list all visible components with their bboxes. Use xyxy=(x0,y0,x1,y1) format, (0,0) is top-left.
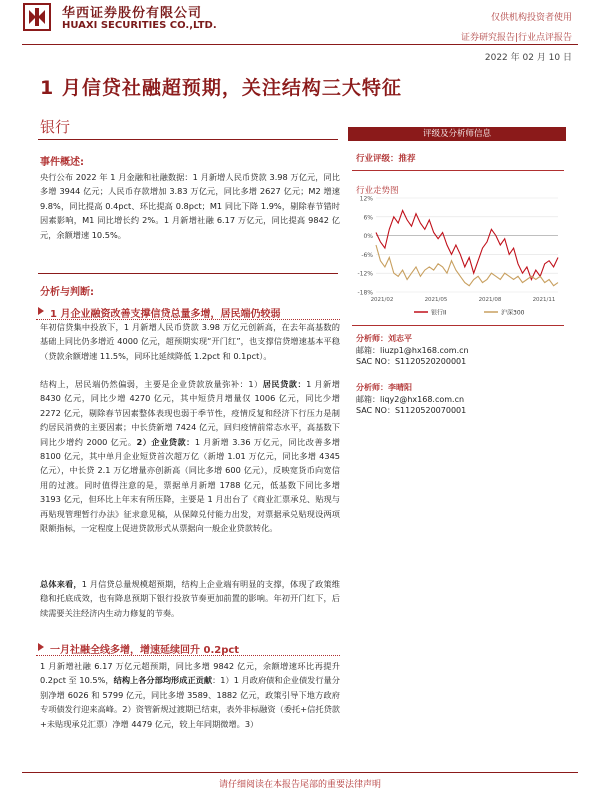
analyst-2-sac: SAC NO：S1120520070001 xyxy=(356,406,467,415)
p2-household-label: 居民贷款： xyxy=(262,379,307,389)
analysis-paragraph-3 xyxy=(40,577,340,620)
p3-lead: 总体来看， xyxy=(40,579,82,589)
y-tick-label: -6% xyxy=(361,251,373,259)
subsection-title-2: 一月社融全线多增，增速延续回升 0.2pct xyxy=(50,645,240,656)
series-line-0 xyxy=(376,211,558,280)
company-name-cn: 华西证券股份有限公司 xyxy=(62,6,203,21)
report-type: 证券研究报告|行业点评报告 xyxy=(460,33,572,43)
report-date: 2022 年 02 月 10 日 xyxy=(484,53,572,63)
sidebar-divider-2 xyxy=(352,325,564,326)
sector-divider xyxy=(38,139,338,140)
p4-emphasis: 结构上各分部均形成正贡献 xyxy=(113,675,213,686)
industry-rating: 行业评级：推荐 xyxy=(356,154,416,164)
audience-note: 仅供机构投资者使用 xyxy=(490,13,572,23)
industry-trend-chart xyxy=(352,192,564,322)
triangle-bullet-icon xyxy=(38,307,44,315)
p4-text-c: ：1）1 月政府债和企业债发行量分别净增 6026 和 5799 亿元，同比多增 3589、1882 亿元，政策引导下地方政府专项债发行迎来高峰。2）资管新规过渡期已结束，表外非标融资（委托+信托贷款+未贴现承兑汇票）净增 4479 亿元，较上年同期微增。3） xyxy=(40,675,340,729)
x-tick-label: 2021/02 xyxy=(370,297,394,303)
legend-label-0: 银行II xyxy=(431,309,447,317)
sidebar-panel xyxy=(348,127,566,137)
x-tick-label: 2021/05 xyxy=(424,297,448,303)
subsection-heading-1 xyxy=(36,305,340,320)
analyst-1-block xyxy=(356,333,469,368)
legal-notice: 请仔细阅读在本报告尾部的重要法律声明 xyxy=(218,780,381,790)
events-heading: 事件概述: xyxy=(40,157,84,168)
p3-text: 1 月信贷总量规模超预期，结构上企业端有明显的支撑，体现了政策维稳和托底成效，也有降息预期下银行投放节奏更加前置的影响。年初开门红下，后续需要关注经济内生动力修复的节奏。 xyxy=(40,579,340,618)
analysis-heading: 分析与判断: xyxy=(40,287,94,298)
series-line-1 xyxy=(376,245,558,286)
y-tick-label: 6% xyxy=(363,214,373,222)
p2-household-text: 1 月新增 8430 亿元，同比少增 4270 亿元，其中短贷月增量仅 1006 亿元，同比少增 2272 亿元，剔除春节因素整体表现也弱于季节性，疫情反复和经济下行压力是制约居民消费的主要因素；中长贷新增 7424 亿元，回归疫情前常态水平，高基数下同比少增约 2000 亿元。 xyxy=(40,379,340,447)
company-logo xyxy=(22,2,52,32)
events-body: 央行公布 2022 年 1 月金融和社融数据：1 月新增人民币贷款 3.98 万亿元，同比多增 3944 亿元；人民币存款增加 3.83 万亿元，同比多增 2627 亿元；M2 增速 9.8%，同比提高 0.4pct、环比提高 0.8pct；M1 同比下降 1.9%，剔除春节错时因素影响，M1 同比增长约 2%。1 月新增社融 6.17 万亿元，同比提高 9842 亿元，余额增速 10.5%。 xyxy=(40,172,340,240)
p4-text-a: 1 月新增社融 6.17 万亿元超预期，同比多增 9842 亿元，余额增速环比再提升 0.2pct 至 10.5%， xyxy=(40,661,340,686)
p2-intro: 结构上，居民端仍然偏弱，主要是企业贷款放量弥补：1） xyxy=(40,379,263,389)
analysis-paragraph-2 xyxy=(40,377,340,535)
sidebar-header: 评级及分析师信息 xyxy=(348,127,566,141)
p2-corporate-label: 2）企业贷款： xyxy=(136,436,195,447)
industry-trend-label: 行业走势图 xyxy=(356,186,399,196)
sidebar-divider-1 xyxy=(352,170,564,171)
x-tick-label: 2021/11 xyxy=(532,297,556,303)
subsection-title-1: 1 月企业融资改善支撑信贷总量多增，居民端仍较弱 xyxy=(50,309,281,320)
y-tick-label: 12% xyxy=(359,195,373,203)
triangle-bullet-icon xyxy=(38,643,44,651)
company-name-en: HUAXI SECURITIES CO.,LTD. xyxy=(62,20,217,31)
x-tick-label: 2021/08 xyxy=(478,297,502,303)
analyst-2-name: 分析师：李晴阳 xyxy=(356,383,412,392)
analysis-divider xyxy=(38,273,338,274)
analyst-1-sac: SAC NO：S1120520200001 xyxy=(356,357,467,366)
analysis-paragraph-1: 年初信贷集中投放下，1 月新增人民币贷款 3.98 万亿元创新高，在去年高基数的基础上同比仍多增近 4000 亿元，超预期实现“开门红”，也支撑信贷增速基本平稳（贷款余额增速 11.5%，同环比延续降低 1.2pct 和 0.1pct）。 xyxy=(40,322,340,361)
y-tick-label: 0% xyxy=(363,233,373,241)
p2-corporate-text: 1 月新增 3.36 万亿元，同比改善多增 8100 亿元，其中单月企业短贷首次超万亿（新增 1.01 万亿元，同比多增 4345 亿元），中长贷 2.1 万亿增量亦创新高（同比多增 600 亿元），反映宽货币向宽信用的过渡。同时值得注意的是，票据单月新增 1788 亿元，低基数下同比多增 3193 亿元，但环比上年末有所压降，主要是 1 月出台了《商业汇票承兑、贴现与再贴现管理暂行办法》征求意见稿，从保障兑付能力出发，对票据承兑贴现设两项限额指标，一定程度上促进贷款形式从票据向一般企业贷款转化。 xyxy=(40,436,340,534)
subsection-heading-2 xyxy=(36,641,340,656)
header-divider xyxy=(22,44,578,45)
analyst-2-email: 邮箱：liqy2@hx168.com.cn xyxy=(356,394,465,404)
y-tick-label: -18% xyxy=(357,289,373,297)
legend-label-1: 沪深300 xyxy=(501,309,525,317)
analyst-2-block xyxy=(356,382,466,417)
y-tick-label: -12% xyxy=(357,270,373,278)
footer-divider xyxy=(22,772,578,773)
sector-label: 银行 xyxy=(40,118,71,136)
analyst-1-email: 邮箱：liuzp1@hx168.com.cn xyxy=(356,345,469,355)
report-title: 1 月信贷社融超预期，关注结构三大特征 xyxy=(40,77,402,99)
analysis-paragraph-4 xyxy=(40,659,340,731)
analyst-1-name: 分析师：刘志平 xyxy=(356,334,412,343)
